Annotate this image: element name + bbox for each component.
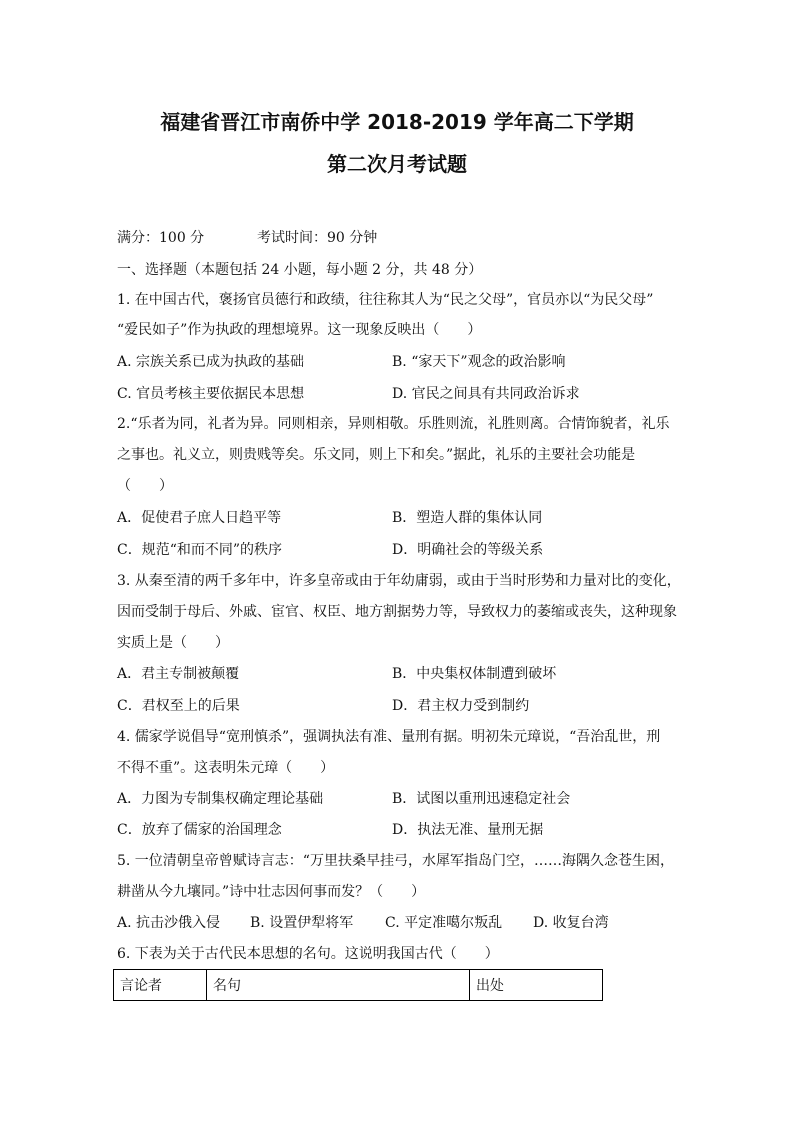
question-4-option-d: D．执法无准、量刑无据	[392, 822, 544, 838]
question-5-line-1: 5. 一位清朝皇帝曾赋诗言志：“万里扶桑早挂弓，水犀军指岛门空，……海隅久念苍生困，	[117, 853, 674, 869]
question-4-option-a: A．力图为专制集权确定理论基础	[117, 791, 324, 807]
question-1-option-b: B. “家天下”观念的政治影响	[392, 354, 566, 370]
table-header-speaker: 言论者	[114, 970, 207, 1001]
question-6-line-1: 6. 下表为关于古代民本思想的名句。这说明我国古代（ ）	[117, 946, 499, 962]
full-score: 满分：100 分	[117, 230, 205, 246]
table-header-source: 出处	[470, 970, 603, 1001]
question-1-option-d: D. 官民之间具有共同政治诉求	[392, 386, 580, 402]
table-header-quote: 名句	[207, 970, 470, 1001]
question-2-option-b: B．塑造人群的集体认同	[392, 510, 543, 526]
question-5-option-b: B. 设置伊犁将军	[250, 915, 354, 931]
question-3-line-3: 实质上是（ ）	[117, 635, 229, 651]
question-2-option-c: C．规范“和而不同”的秩序	[117, 542, 283, 558]
question-1-line-2: “爱民如子”作为执政的理想境界。这一现象反映出（ ）	[117, 322, 482, 338]
question-5-option-c: C. 平定准噶尔叛乱	[385, 915, 503, 931]
question-5-option-d: D. 收复台湾	[533, 915, 609, 931]
question-4-line-1: 4. 儒家学说倡导“宽刑慎杀”，强调执法有准、量刑有据。明初朱元璋说，“吾治乱世，刑	[117, 729, 661, 745]
page-title-line1: 福建省晋江市南侨中学 2018-2019 学年高二下学期	[160, 110, 634, 134]
question-1-option-c: C. 官员考核主要依据民本思想	[117, 386, 305, 402]
question-4-option-b: B．试图以重刑迅速稳定社会	[392, 791, 571, 807]
table-header-row	[114, 970, 603, 1001]
question-1-line-1: 1. 在中国古代，褒扬官员德行和政绩，往往称其人为“民之父母”，官员亦以“为民父母”	[117, 292, 654, 308]
quotes-table	[113, 969, 603, 1001]
question-4-option-c: C．放弃了儒家的治国理念	[117, 822, 282, 838]
question-3-line-2: 因而受制于母后、外戚、宦官、权臣、地方割据势力等，导致权力的萎缩或丧失，这种现象	[117, 604, 677, 620]
section-heading: 一、选择题（本题包括 24 小题，每小题 2 分，共 48 分）	[117, 262, 483, 278]
page-title-line2: 第二次月考试题	[327, 152, 467, 176]
question-2-line-2: 之事也。礼义立，则贵贱等矣。乐文同，则上下和矣。”据此，礼乐的主要社会功能是	[117, 447, 636, 463]
question-3-line-1: 3. 从秦至清的两千多年中，许多皇帝或由于年幼庸弱，或由于当时形势和力量对比的变化，	[117, 573, 681, 589]
question-1-option-a: A. 宗族关系已成为执政的基础	[117, 354, 305, 370]
question-2-option-a: A．促使君子庶人日趋平等	[117, 510, 282, 526]
question-2-line-3: （ ）	[117, 478, 173, 494]
question-4-line-2: 不得不重”。这表明朱元璋（ ）	[117, 760, 335, 776]
question-5-option-a: A. 抗击沙俄入侵	[117, 915, 221, 931]
question-3-option-a: A．君主专制被颠覆	[117, 666, 240, 682]
question-2-option-d: D．明确社会的等级关系	[392, 542, 544, 558]
question-3-option-d: D．君主权力受到制约	[392, 698, 530, 714]
question-3-option-b: B．中央集权体制遭到破坏	[392, 666, 557, 682]
exam-time: 考试时间：90 分钟	[257, 230, 378, 246]
question-2-line-1: 2.“乐者为同，礼者为异。同则相亲，异则相敬。乐胜则流，礼胜则离。合情饰貌者，礼乐	[117, 416, 670, 432]
question-5-line-2: 耕凿从今九壤同。”诗中壮志因何事而发？（ ）	[117, 884, 426, 900]
question-3-option-c: C．君权至上的后果	[117, 698, 240, 714]
